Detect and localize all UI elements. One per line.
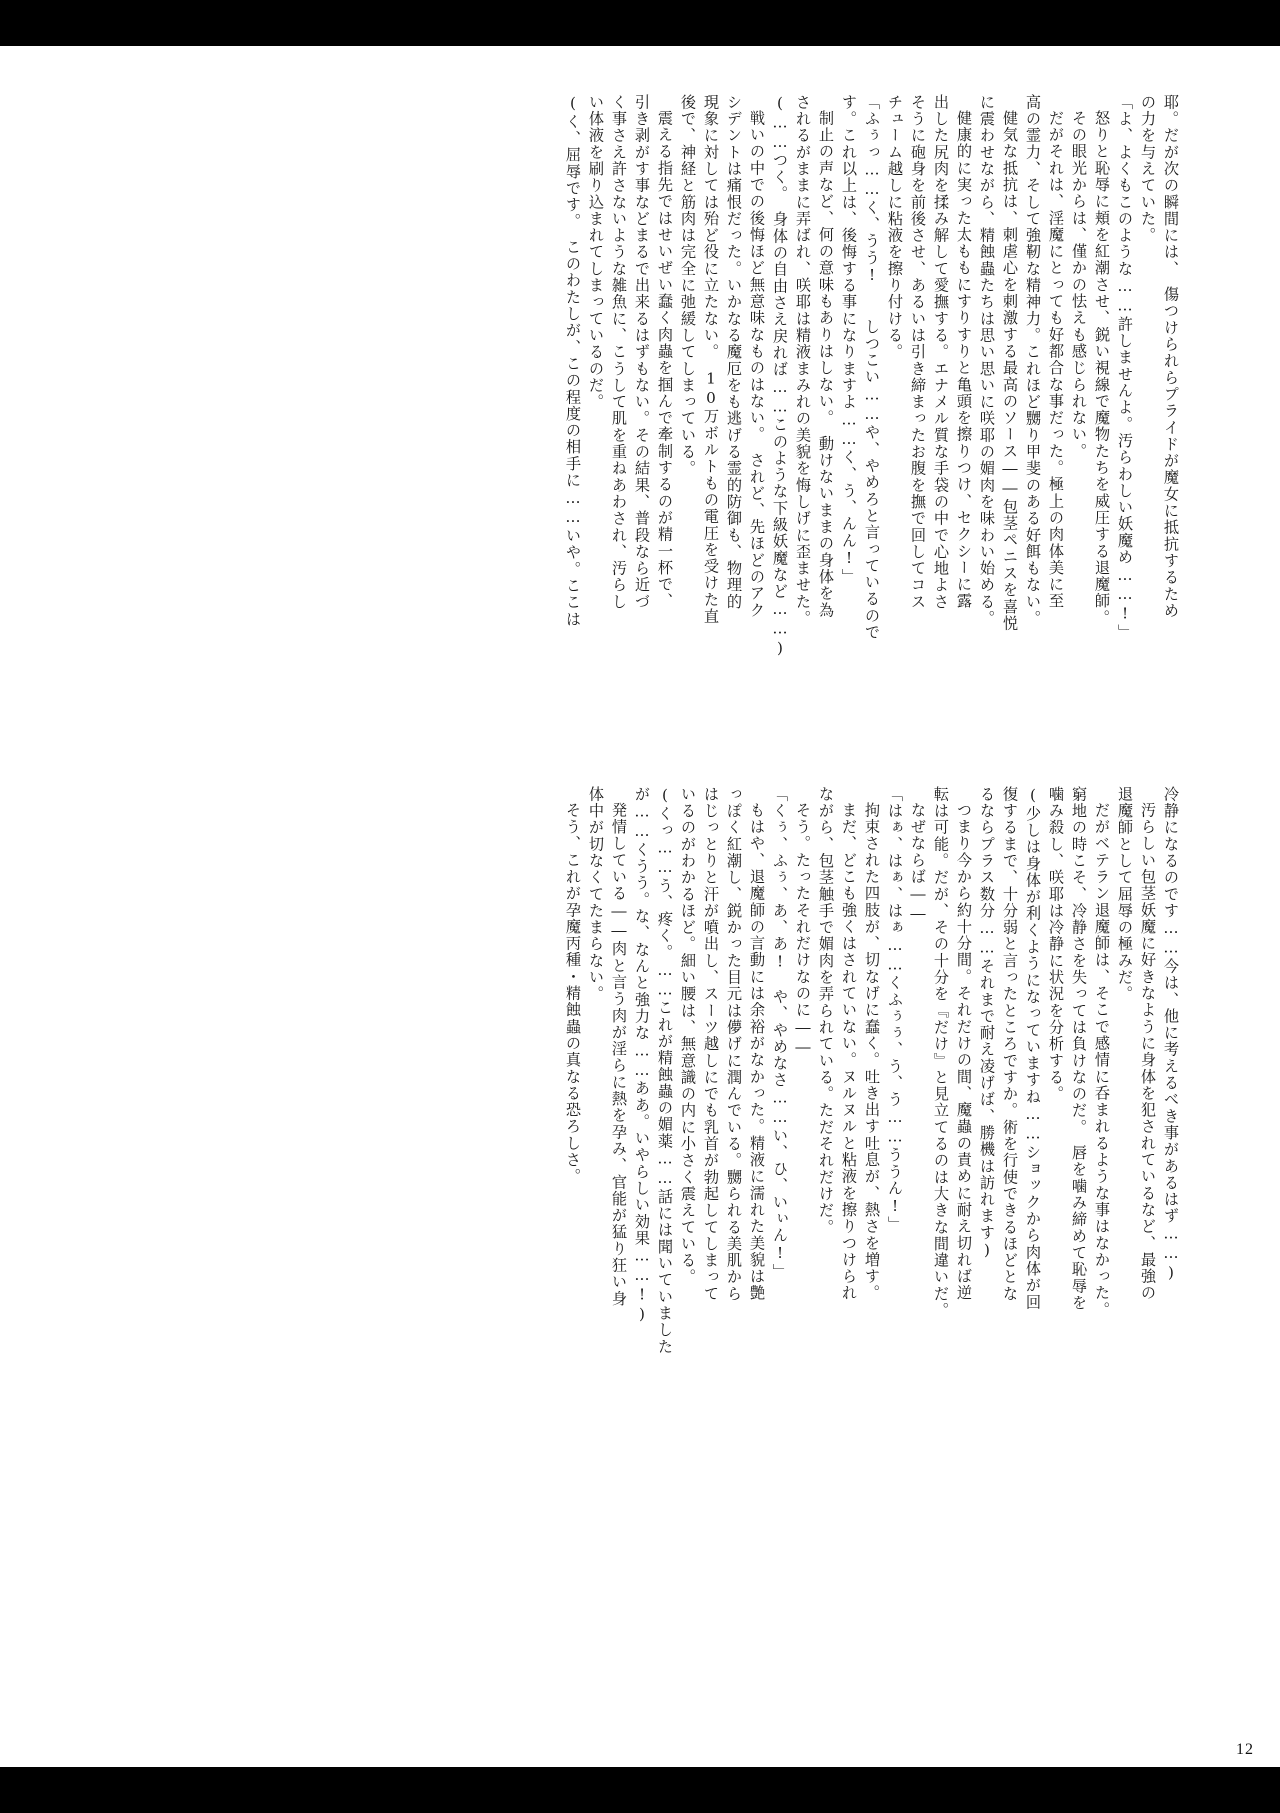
scallop-ornament-icon <box>1228 17 1254 46</box>
scallop-ornament-icon <box>26 17 52 46</box>
scallop-ornament-icon <box>26 1767 52 1796</box>
scallop-ornament-icon <box>1254 17 1280 46</box>
scallop-ornament-icon <box>653 17 679 46</box>
text-line: 拘束された四肢が、切なげに蠢く。吐き出す吐息が、熱さを増す。 <box>863 802 881 1302</box>
scallop-ornament-icon <box>705 17 731 46</box>
scallop-ornament-icon <box>1123 1767 1149 1796</box>
scallop-ornament-icon <box>1045 1767 1071 1796</box>
text-line: っぽく紅潮し、鋭かった目元は儚げに潤んでいる。嬲られる美肌から <box>725 786 743 1303</box>
text-line: 汚らしい包茎妖魔に好きなように身体を犯されているなど、最強の <box>1139 802 1157 1302</box>
scallop-ornament-icon <box>1150 1767 1176 1796</box>
scallop-ornament-icon <box>523 17 549 46</box>
scallop-ornament-icon <box>78 1767 104 1796</box>
text-line: るならプラス数分……それまで耐え凌げば、勝機は訪れます) <box>978 786 996 1261</box>
scallop-ornament-icon <box>470 17 496 46</box>
text-line: だがそれは、淫魔にとっても好都合な事だった。極上の肉体美に至 <box>1047 110 1065 610</box>
scallop-ornament-icon <box>914 1767 940 1796</box>
text-line: 「はぁ、はぁ、はぁ……くふぅぅ、う、う……ううん!」 <box>886 786 904 1233</box>
text-block-lower <box>557 786 1178 1426</box>
page-content <box>0 46 1280 1767</box>
scallop-ornament-icon <box>366 1767 392 1796</box>
scallop-ornament-icon <box>653 1767 679 1796</box>
text-line: 発情している――肉と言う肉が淫らに熱を孕み、官能が猛り狂い身 <box>610 802 628 1308</box>
scallop-ornament-icon <box>1123 17 1149 46</box>
scallop-ornament-icon <box>627 1767 653 1796</box>
scalloped-border-bottom <box>0 1767 1280 1813</box>
text-block-upper <box>557 94 1178 734</box>
scallop-ornament-icon <box>914 17 940 46</box>
text-line: の力を与えていた。 <box>1139 94 1157 244</box>
scallop-ornament-icon <box>235 1767 261 1796</box>
text-line: 後で、神経と筋肉は完全に弛緩してしまっている。 <box>679 94 697 477</box>
scallop-ornament-icon <box>157 17 183 46</box>
scallop-ornament-icon <box>470 1767 496 1796</box>
scallop-ornament-icon <box>784 17 810 46</box>
scallop-ornament-icon <box>392 1767 418 1796</box>
scallop-ornament-icon <box>418 1767 444 1796</box>
scallop-ornament-icon <box>261 1767 287 1796</box>
text-line: す。これ以上は、後悔する事になりますよ……く、う、んん!」 <box>840 94 858 586</box>
text-line: なぜならば―― <box>909 802 927 925</box>
scallop-ornament-icon <box>993 17 1019 46</box>
text-line: 出した尻肉を揉み解して愛撫する。エナメル質な手袋の中で心地よさ <box>932 94 950 611</box>
text-line: ながら、包茎触手で媚肉を弄られている。ただそれだけだ。 <box>817 786 835 1236</box>
text-line: 戦いの中での後悔ほど無意味なものはない。 されど、先ほどのアク <box>748 110 766 619</box>
scallop-ornament-icon <box>392 17 418 46</box>
scallop-ornament-icon <box>549 17 575 46</box>
text-line: まだ、どこも強くはされていない。ヌルヌルと粘液を擦りつけられ <box>840 802 858 1302</box>
scallop-ornament-icon <box>941 17 967 46</box>
text-line: 窮地の時こそ、冷静さを失っては負けなのだ。 唇を噛み締めて恥辱を <box>1070 786 1088 1312</box>
scallop-ornament-icon <box>549 1767 575 1796</box>
text-line: だがベテラン退魔師は、そこで感情に呑まれるような事はなかった。 <box>1093 802 1111 1319</box>
text-line: 「ふぅっ……く、うう! しつこい……や、やめろと言っているので <box>863 94 881 641</box>
scallop-ornament-icon <box>1097 17 1123 46</box>
scallop-ornament-icon <box>1045 17 1071 46</box>
scallop-ornament-icon <box>758 17 784 46</box>
scallop-ornament-icon <box>601 1767 627 1796</box>
text-line: が……くうう。な、なんと強力な……ああ。いやらしい効果……!) <box>633 786 651 1325</box>
scallop-ornament-icon <box>679 17 705 46</box>
text-line: シデントは痛恨だった。いかなる魔厄をも逃げる霊的防御も、物理的 <box>725 94 743 611</box>
scallop-ornament-icon <box>287 1767 313 1796</box>
text-line: いるのがわかるほど。細い腰は、無意識の内に小さく震えている。 <box>679 786 697 1286</box>
scallop-ornament-icon <box>496 17 522 46</box>
scallop-ornament-icon <box>941 1767 967 1796</box>
text-line: 健気な抵抗は、刺虐心を刺激する最高のソース――包茎ペニスを喜悦 <box>1001 110 1019 632</box>
scallop-ornament-icon <box>967 17 993 46</box>
scallop-ornament-icon <box>1228 1767 1254 1796</box>
scallop-ornament-icon <box>575 17 601 46</box>
scallop-ornament-icon <box>705 1767 731 1796</box>
scallop-ornament-icon <box>1176 17 1202 46</box>
scallop-ornament-icon <box>1202 17 1228 46</box>
scallop-ornament-icon <box>314 1767 340 1796</box>
text-line: されるがままに弄ばれ、咲耶は精液まみれの美貌を悔しげに歪ませた。 <box>794 94 812 627</box>
text-line: 「くぅ、ふぅ、あ、あ! や、やめなさ……い、ひ、いぃん!」 <box>771 786 789 1281</box>
text-line: そう。たったそれだけなのに―― <box>794 802 812 1058</box>
scallop-ornament-icon <box>732 1767 758 1796</box>
scallop-ornament-icon <box>523 1767 549 1796</box>
scallop-ornament-icon <box>967 1767 993 1796</box>
scallop-ornament-icon <box>52 17 78 46</box>
scallop-ornament-icon <box>52 1767 78 1796</box>
scallop-ornament-icon <box>105 1767 131 1796</box>
text-line: い体液を刷り込まれてしまっているのだ。 <box>587 94 605 411</box>
scallop-ornament-icon <box>131 17 157 46</box>
scallop-ornament-icon <box>575 1767 601 1796</box>
text-line: そうに砲身を前後させ、あるいは引き締まったお腹を撫で回してコス <box>909 94 927 611</box>
text-line: もはや、退魔師の言動には余裕がなかった。精液に濡れた美貌は艶 <box>748 802 766 1302</box>
text-line: 耶。だが次の瞬間には、 傷つけられらプライドが魔女に抵抗するため <box>1162 94 1180 620</box>
scallop-ornament-icon <box>1019 17 1045 46</box>
scallop-ornament-icon <box>993 1767 1019 1796</box>
scallop-ornament-icon <box>340 1767 366 1796</box>
text-line: く事さえ許さないような雑魚に、こうして肌を重ねあわされ、汚らし <box>610 94 628 611</box>
scalloped-border-top <box>0 0 1280 46</box>
scallop-ornament-icon <box>444 1767 470 1796</box>
scallop-ornament-icon <box>862 1767 888 1796</box>
scallop-ornament-icon <box>1097 1767 1123 1796</box>
text-line: チューム越しに粘液を擦り付ける。 <box>886 94 904 361</box>
scallop-ornament-icon <box>183 17 209 46</box>
text-line: 現象に対しては殆ど役に立たない。 10万ボルトもの電圧を受けた直 <box>702 94 720 625</box>
scallop-ornament-icon <box>1150 17 1176 46</box>
scallop-ornament-icon <box>1202 1767 1228 1796</box>
scallop-ornament-icon <box>601 17 627 46</box>
scallop-ornament-icon <box>888 17 914 46</box>
text-line: 復するまで、十分弱と言ったところですか。術を行使できるほどとな <box>1001 786 1019 1303</box>
scallop-ornament-icon <box>183 1767 209 1796</box>
text-line: 怒りと恥辱に頬を紅潮させ、鋭い視線で魔物たちを威圧する退魔師。 <box>1093 110 1111 627</box>
scallop-ornament-icon <box>209 17 235 46</box>
scallop-ornament-icon <box>366 17 392 46</box>
scallop-ornament-icon <box>679 1767 705 1796</box>
scallop-ornament-icon <box>836 1767 862 1796</box>
text-line: 制止の声など、何の意味もありはしない。 動けないままの身体を為 <box>817 110 835 619</box>
text-line: 「よ、よくもこのような……許しませんよ。汚らわしい妖魔め……!」 <box>1116 94 1134 641</box>
scallop-ornament-icon <box>261 17 287 46</box>
scallop-ornament-icon <box>314 17 340 46</box>
scallop-ornament-icon <box>627 17 653 46</box>
scallop-ornament-icon <box>836 17 862 46</box>
text-line: 引き剥がす事などまるで出来るはずもない。その結果、普段なら近づ <box>633 94 651 611</box>
scallop-ornament-icon <box>105 17 131 46</box>
scallop-ornament-icon <box>1071 1767 1097 1796</box>
scallop-ornament-icon <box>287 17 313 46</box>
scallop-ornament-icon <box>1254 1767 1280 1796</box>
scallop-ornament-icon <box>810 17 836 46</box>
text-line: 噛み殺し、咲耶は冷静に状況を分析する。 <box>1047 786 1065 1103</box>
scallop-ornament-icon <box>496 1767 522 1796</box>
scallop-ornament-icon <box>131 1767 157 1796</box>
text-line: (く、屈辱です。 このわたしが、この程度の相手に……いや。ここは <box>564 94 582 628</box>
scallop-ornament-icon <box>235 17 261 46</box>
scallop-ornament-icon <box>888 1767 914 1796</box>
text-line: に震わせながら、精蝕蟲たちは思い思いに咲耶の媚肉を味わい始める。 <box>978 94 996 627</box>
scallop-ornament-icon <box>1071 17 1097 46</box>
scallop-ornament-icon <box>0 1767 26 1796</box>
text-line: (少しは身体が利くようになっていますね……ショックから肉体が回 <box>1024 786 1042 1311</box>
scallop-ornament-icon <box>1019 1767 1045 1796</box>
scallop-ornament-icon <box>444 17 470 46</box>
text-line: つまり今から約十分間。それだけの間、魔蟲の責めに耐え切れば逆 <box>955 802 973 1302</box>
text-line: (……つく。 身体の自由さえ戻れば……このような下級妖魔など……) <box>771 94 789 659</box>
scallop-ornament-icon <box>78 17 104 46</box>
text-line: 健康的に実った太ももにすりすりと亀頭を擦りつけ、セクシーに露 <box>955 110 973 610</box>
text-line: 震える指先ではせいぜい蠢く肉蟲を掴んで牽制するのが精一杯で、 <box>656 110 674 610</box>
text-line: 退魔師として屈辱の極みだ。 <box>1116 786 1134 1003</box>
scallop-ornament-icon <box>418 17 444 46</box>
scallop-row-bottom <box>0 1767 1280 1796</box>
text-line: はじっとりと汗が噴出し、スーツ越しにでも乳首が勃起してしまって <box>702 786 720 1303</box>
page-number: 12 <box>1236 1741 1254 1758</box>
text-line: 高の霊力、そして強靭な精神力。これほど嬲り甲斐のある好餌もない。 <box>1024 94 1042 627</box>
scallop-ornament-icon <box>209 1767 235 1796</box>
text-line: 転は可能。だが、その十分を『だけ』と見立てるのは大きな間違いだ。 <box>932 786 950 1319</box>
scallop-ornament-icon <box>1176 1767 1202 1796</box>
scallop-ornament-icon <box>758 1767 784 1796</box>
scallop-ornament-icon <box>0 17 26 46</box>
scallop-ornament-icon <box>784 1767 810 1796</box>
scallop-ornament-icon <box>862 17 888 46</box>
scallop-ornament-icon <box>732 17 758 46</box>
scallop-ornament-icon <box>157 1767 183 1796</box>
text-line: 体中が切なくてたまらない。 <box>587 786 605 1003</box>
text-line: その眼光からは、僅かの怯えも感じられない。 <box>1070 110 1088 460</box>
text-line: (くっ……う、疼く。……これが精蝕蟲の媚薬……話には聞いていました <box>656 786 674 1356</box>
scallop-row-top <box>0 17 1280 46</box>
text-line: そう、これが孕魔丙種・精蝕蟲の真なる恐ろしさ。 <box>564 802 582 1185</box>
scallop-ornament-icon <box>810 1767 836 1796</box>
text-line: 冷静になるのです……今は、他に考えるべき事があるはず……) <box>1162 786 1180 1283</box>
scallop-ornament-icon <box>340 17 366 46</box>
